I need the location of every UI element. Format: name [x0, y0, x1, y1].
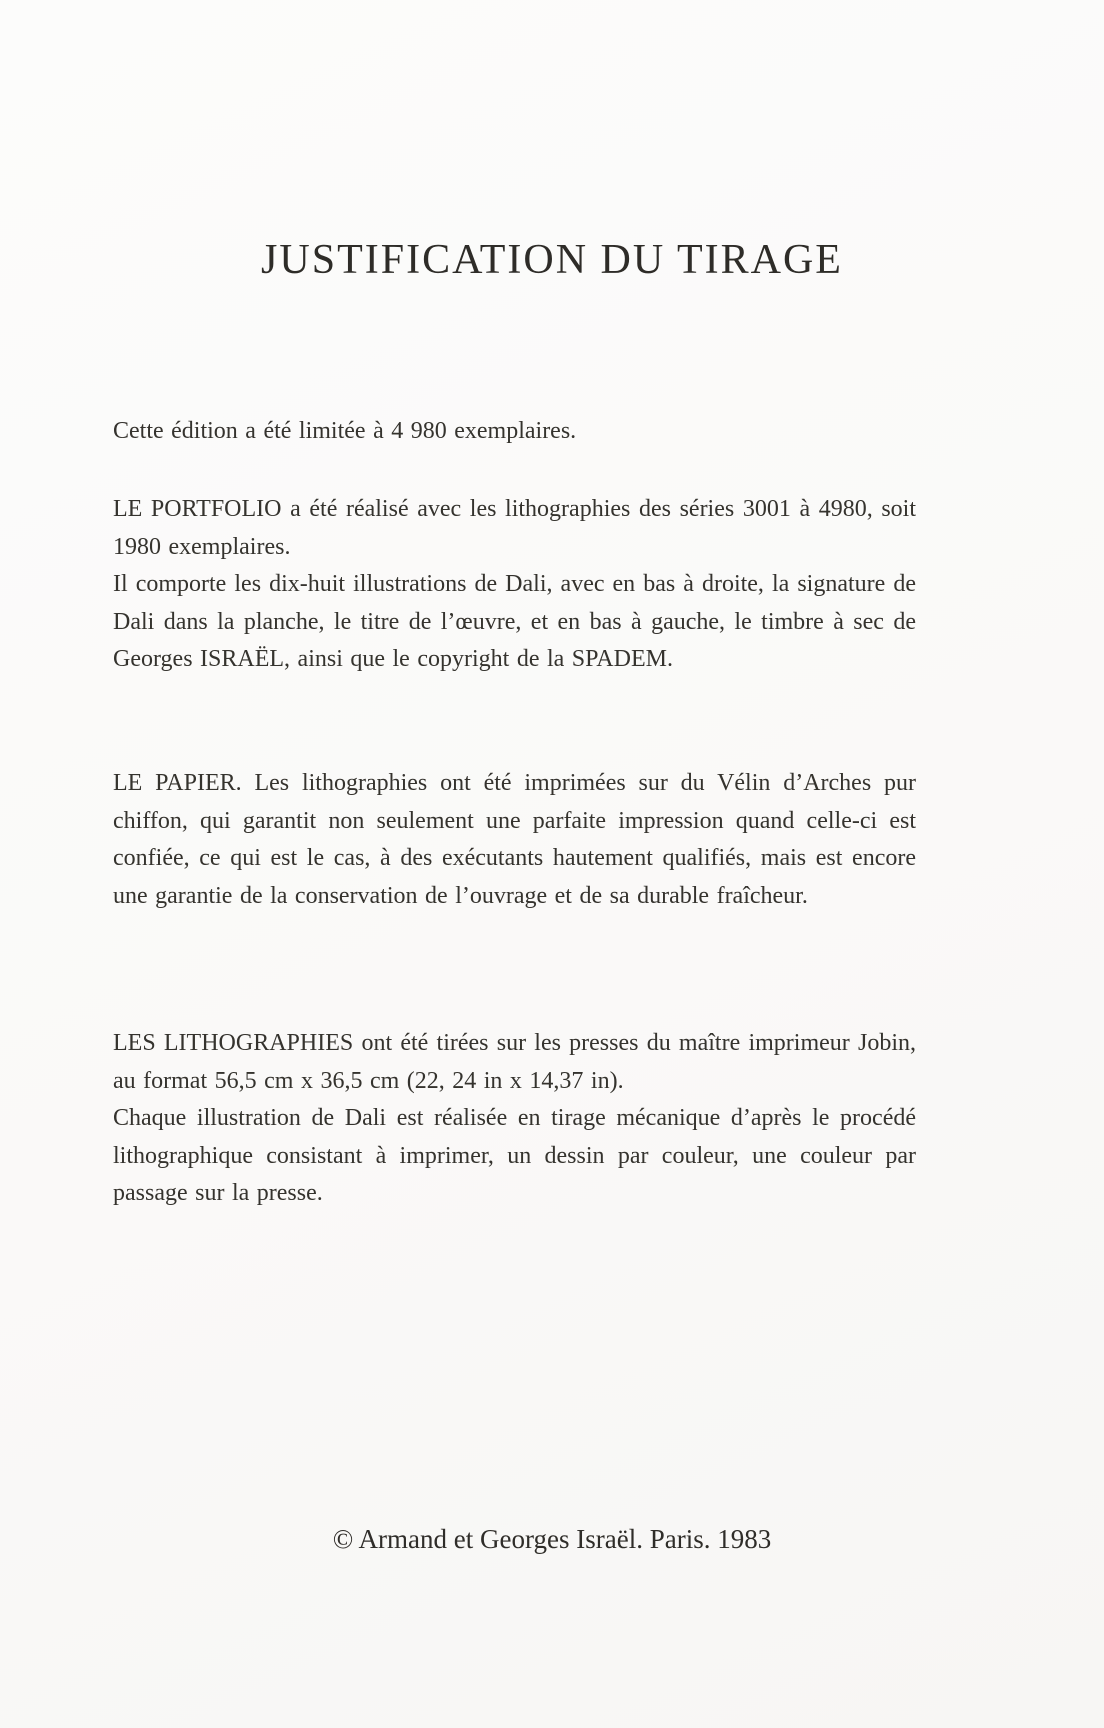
paragraph-edition-limit: Cette édition a été limitée à 4 980 exemplaires.: [113, 418, 577, 444]
paragraph-papier: LE PAPIER. Les lithographies ont été imprimées sur du Vélin d’Arches pur chiffon, qui garantit non seulement une parfaite impression quand celle-ci est confiée, ce qui est le cas, à des exécutants hautement qualifiés, mais est encore une garantie de la conservation de l’ouvrage et de sa durable fraîcheur.: [113, 770, 916, 909]
page-title: JUSTIFICATION DU TIRAGE: [261, 237, 843, 283]
section-papier: [113, 765, 916, 915]
section-edition: [113, 413, 916, 451]
section-portfolio: [113, 491, 916, 679]
paragraph-portfolio-series: LE PORTFOLIO a été réalisé avec les lithographies des séries 3001 à 4980, soit 1980 exemplaires.: [113, 496, 916, 560]
paragraph-lithographies-presses: LES LITHOGRAPHIES ont été tirées sur les presses du maître imprimeur Jobin, au format 56,5 cm x 36,5 cm (22, 24 in x 14,37 in).: [113, 1030, 916, 1094]
paragraph-portfolio-illustrations: Il comporte les dix-huit illustrations de Dali, avec en bas à droite, la signature de Dali dans la planche, le titre de l’œuvre, et en bas à gauche, le timbre à sec de Georges ISRAËL, ainsi que le copyright de la SPADEM.: [113, 571, 916, 672]
copyright-line: © Armand et Georges Israël. Paris. 1983: [332, 1524, 772, 1554]
section-lithographies: [113, 1025, 916, 1213]
paragraph-lithographies-procede: Chaque illustration de Dali est réalisée en tirage mécanique d’après le procédé lithographique consistant à imprimer, un dessin par couleur, une couleur par passage sur la presse.: [113, 1105, 916, 1206]
